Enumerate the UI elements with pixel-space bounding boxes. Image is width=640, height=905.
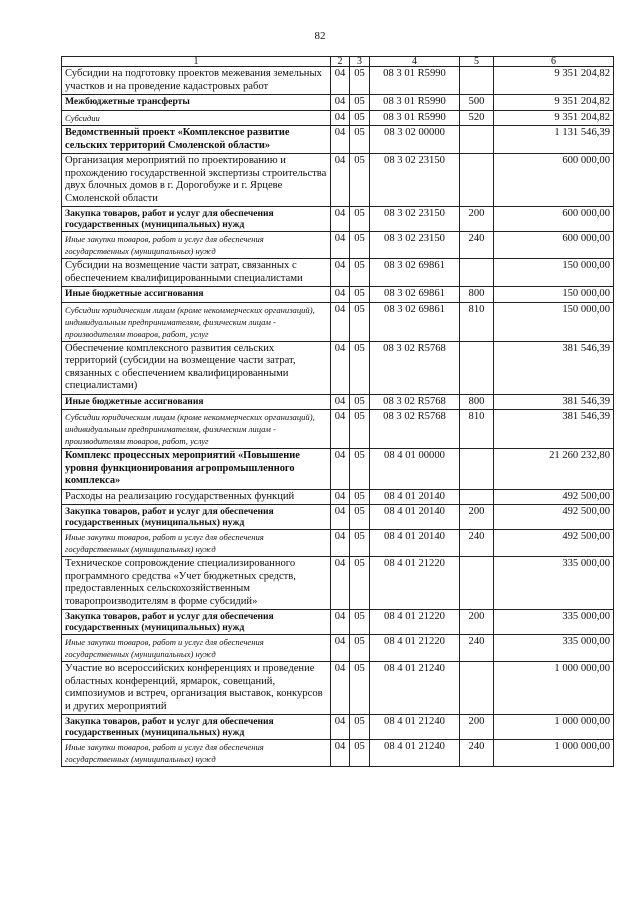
table-row: [62, 505, 614, 530]
row-name-cell: Организация мероприятий по проектированию и прохождению государственной экспертизы строительства двух блочных домов в г. Дорогобуже и г. Ярцеве Смоленской области: [62, 154, 331, 207]
row-amount-cell: 9 351 204,82: [494, 95, 614, 111]
row-name-cell: Обеспечение комплексного развития сельских территорий (субсидии на возмещение части затрат, связанных с обеспечением квалифицированными специалистами): [62, 341, 331, 394]
row-subsection-cell: 05: [350, 302, 370, 341]
row-amount-cell: 600 000,00: [494, 232, 614, 259]
row-amount-cell: 1 131 546,39: [494, 126, 614, 154]
row-amount-cell: 150 000,00: [494, 259, 614, 287]
row-amount-cell: 9 351 204,82: [494, 67, 614, 95]
table-row: [62, 557, 614, 610]
row-target-article-cell: 08 3 02 69861: [370, 302, 460, 341]
row-name-cell: Иные закупки товаров, работ и услуг для обеспечения государственных (муниципальных) нужд: [62, 740, 331, 767]
row-name-cell: Иные закупки товаров, работ и услуг для обеспечения государственных (муниципальных) нужд: [62, 635, 331, 662]
row-subsection-cell: 05: [350, 110, 370, 126]
row-expense-type-cell: 240: [460, 232, 494, 259]
row-target-article-cell: 08 3 02 R5768: [370, 341, 460, 394]
row-amount-cell: 381 546,39: [494, 394, 614, 410]
table-row: [62, 610, 614, 635]
row-expense-type-cell: 200: [460, 207, 494, 232]
row-section-cell: 04: [331, 232, 350, 259]
table-row: [62, 489, 614, 505]
header-col-4: 4: [370, 57, 460, 67]
row-amount-cell: 381 546,39: [494, 341, 614, 394]
table-row: [62, 410, 614, 449]
table-row: [62, 302, 614, 341]
header-col-1: 1: [62, 57, 331, 67]
row-subsection-cell: 05: [350, 557, 370, 610]
row-name-cell: Ведомственный проект «Комплексное развитие сельских территорий Смоленской области»: [62, 126, 331, 154]
row-target-article-cell: 08 3 02 00000: [370, 126, 460, 154]
row-expense-type-cell: 240: [460, 740, 494, 767]
row-target-article-cell: 08 4 01 21220: [370, 635, 460, 662]
row-expense-type-cell: [460, 259, 494, 287]
table-row: [62, 341, 614, 394]
row-section-cell: 04: [331, 489, 350, 505]
row-amount-cell: 492 500,00: [494, 505, 614, 530]
table-row: [62, 530, 614, 557]
page-number: 82: [314, 30, 326, 42]
table-row: [62, 207, 614, 232]
row-expense-type-cell: 810: [460, 302, 494, 341]
table-body: [62, 67, 614, 767]
row-expense-type-cell: [460, 126, 494, 154]
row-subsection-cell: 05: [350, 67, 370, 95]
row-expense-type-cell: 240: [460, 530, 494, 557]
row-name-cell: Закупка товаров, работ и услуг для обеспечения государственных (муниципальных) нужд: [62, 610, 331, 635]
row-expense-type-cell: 800: [460, 394, 494, 410]
row-section-cell: 04: [331, 126, 350, 154]
table-row: [62, 394, 614, 410]
table-row: [62, 635, 614, 662]
row-subsection-cell: 05: [350, 259, 370, 287]
budget-table: [61, 56, 614, 767]
row-expense-type-cell: [460, 489, 494, 505]
row-name-cell: Иные бюджетные ассигнования: [62, 394, 331, 410]
table-row: [62, 67, 614, 95]
row-name-cell: Субсидии: [62, 110, 331, 126]
row-target-article-cell: 08 4 01 00000: [370, 449, 460, 490]
row-subsection-cell: 05: [350, 207, 370, 232]
header-col-6: 6: [494, 57, 614, 67]
row-section-cell: 04: [331, 394, 350, 410]
table-row: [62, 740, 614, 767]
row-expense-type-cell: [460, 449, 494, 490]
row-subsection-cell: 05: [350, 341, 370, 394]
row-name-cell: Иные бюджетные ассигнования: [62, 287, 331, 303]
row-subsection-cell: 05: [350, 610, 370, 635]
row-amount-cell: 1 000 000,00: [494, 740, 614, 767]
row-target-article-cell: 08 3 02 23150: [370, 232, 460, 259]
row-target-article-cell: 08 3 02 69861: [370, 259, 460, 287]
row-subsection-cell: 05: [350, 95, 370, 111]
row-expense-type-cell: [460, 341, 494, 394]
row-target-article-cell: 08 4 01 21240: [370, 662, 460, 715]
header-row: [62, 57, 614, 67]
row-expense-type-cell: 200: [460, 610, 494, 635]
row-target-article-cell: 08 3 02 23150: [370, 154, 460, 207]
row-amount-cell: 492 500,00: [494, 530, 614, 557]
row-name-cell: Закупка товаров, работ и услуг для обеспечения государственных (муниципальных) нужд: [62, 715, 331, 740]
row-name-cell: Межбюджетные трансферты: [62, 95, 331, 111]
row-amount-cell: 600 000,00: [494, 207, 614, 232]
table-row: [62, 287, 614, 303]
table-row: [62, 154, 614, 207]
row-name-cell: Закупка товаров, работ и услуг для обеспечения государственных (муниципальных) нужд: [62, 207, 331, 232]
row-section-cell: 04: [331, 287, 350, 303]
row-amount-cell: 335 000,00: [494, 610, 614, 635]
row-target-article-cell: 08 4 01 20140: [370, 530, 460, 557]
row-expense-type-cell: [460, 557, 494, 610]
row-section-cell: 04: [331, 635, 350, 662]
row-name-cell: Субсидии на возмещение части затрат, связанных с обеспечением квалифицированными специалистами: [62, 259, 331, 287]
row-amount-cell: 150 000,00: [494, 302, 614, 341]
table-row: [62, 715, 614, 740]
row-section-cell: 04: [331, 259, 350, 287]
row-name-cell: Закупка товаров, работ и услуг для обеспечения государственных (муниципальных) нужд: [62, 505, 331, 530]
row-name-cell: Иные закупки товаров, работ и услуг для обеспечения государственных (муниципальных) нужд: [62, 530, 331, 557]
row-amount-cell: 9 351 204,82: [494, 110, 614, 126]
row-section-cell: 04: [331, 110, 350, 126]
row-section-cell: 04: [331, 715, 350, 740]
row-name-cell: Субсидии юридическим лицам (кроме некоммерческих организаций), индивидуальным предпринимателям, физическим лицам - производителям товаров, работ, услуг: [62, 410, 331, 449]
table-row: [62, 449, 614, 490]
row-amount-cell: 1 000 000,00: [494, 662, 614, 715]
row-expense-type-cell: 200: [460, 715, 494, 740]
header-col-2: 2: [331, 57, 350, 67]
row-name-cell: Субсидии на подготовку проектов межевания земельных участков и на проведение кадастровых работ: [62, 67, 331, 95]
row-amount-cell: 335 000,00: [494, 635, 614, 662]
table-row: [62, 259, 614, 287]
row-section-cell: 04: [331, 662, 350, 715]
row-section-cell: 04: [331, 67, 350, 95]
row-subsection-cell: 05: [350, 410, 370, 449]
row-name-cell: Участие во всероссийских конференциях и проведение областных конференций, ярмарок, совещаний, симпозиумов и встреч, организация выставок, конкурсов и других мероприятий: [62, 662, 331, 715]
row-target-article-cell: 08 4 01 21240: [370, 740, 460, 767]
row-section-cell: 04: [331, 557, 350, 610]
row-amount-cell: 21 260 232,80: [494, 449, 614, 490]
table-row: [62, 232, 614, 259]
row-expense-type-cell: 500: [460, 95, 494, 111]
row-subsection-cell: 05: [350, 740, 370, 767]
row-name-cell: Иные закупки товаров, работ и услуг для обеспечения государственных (муниципальных) нужд: [62, 232, 331, 259]
row-subsection-cell: 05: [350, 505, 370, 530]
row-section-cell: 04: [331, 341, 350, 394]
row-target-article-cell: 08 3 02 69861: [370, 287, 460, 303]
row-expense-type-cell: 240: [460, 635, 494, 662]
row-amount-cell: 1 000 000,00: [494, 715, 614, 740]
row-target-article-cell: 08 3 02 R5768: [370, 394, 460, 410]
row-expense-type-cell: 520: [460, 110, 494, 126]
row-name-cell: Субсидии юридическим лицам (кроме некоммерческих организаций), индивидуальным предпринимателям, физическим лицам - производителям товаров, работ, услуг: [62, 302, 331, 341]
row-section-cell: 04: [331, 740, 350, 767]
row-target-article-cell: 08 3 02 R5768: [370, 410, 460, 449]
row-name-cell: Комплекс процессных мероприятий «Повышение уровня функционирования агропромышленного комплекса»: [62, 449, 331, 490]
row-section-cell: 04: [331, 154, 350, 207]
row-section-cell: 04: [331, 302, 350, 341]
table-row: [62, 95, 614, 111]
row-target-article-cell: 08 4 01 21220: [370, 557, 460, 610]
row-subsection-cell: 05: [350, 635, 370, 662]
row-name-cell: Расходы на реализацию государственных функций: [62, 489, 331, 505]
table-header: [62, 57, 614, 67]
row-target-article-cell: 08 3 01 R5990: [370, 67, 460, 95]
row-target-article-cell: 08 4 01 21220: [370, 610, 460, 635]
row-target-article-cell: 08 3 01 R5990: [370, 95, 460, 111]
row-amount-cell: 335 000,00: [494, 557, 614, 610]
row-expense-type-cell: 800: [460, 287, 494, 303]
row-subsection-cell: 05: [350, 449, 370, 490]
row-expense-type-cell: [460, 154, 494, 207]
table-row: [62, 662, 614, 715]
header-col-5: 5: [460, 57, 494, 67]
row-subsection-cell: 05: [350, 154, 370, 207]
row-expense-type-cell: 200: [460, 505, 494, 530]
row-amount-cell: 492 500,00: [494, 489, 614, 505]
table-row: [62, 110, 614, 126]
row-subsection-cell: 05: [350, 662, 370, 715]
row-subsection-cell: 05: [350, 489, 370, 505]
row-section-cell: 04: [331, 610, 350, 635]
row-expense-type-cell: [460, 662, 494, 715]
row-target-article-cell: 08 4 01 21240: [370, 715, 460, 740]
row-section-cell: 04: [331, 530, 350, 557]
row-expense-type-cell: 810: [460, 410, 494, 449]
row-subsection-cell: 05: [350, 715, 370, 740]
row-amount-cell: 150 000,00: [494, 287, 614, 303]
row-section-cell: 04: [331, 410, 350, 449]
row-target-article-cell: 08 4 01 20140: [370, 489, 460, 505]
row-target-article-cell: 08 4 01 20140: [370, 505, 460, 530]
row-subsection-cell: 05: [350, 126, 370, 154]
row-subsection-cell: 05: [350, 232, 370, 259]
row-amount-cell: 381 546,39: [494, 410, 614, 449]
row-name-cell: Техническое сопровождение специализированного программного средства «Учет бюджетных средств, предоставленных сельскохозяйственным товаропроизводителям в форме субсидий»: [62, 557, 331, 610]
row-target-article-cell: 08 3 01 R5990: [370, 110, 460, 126]
row-subsection-cell: 05: [350, 287, 370, 303]
row-subsection-cell: 05: [350, 530, 370, 557]
row-section-cell: 04: [331, 505, 350, 530]
row-subsection-cell: 05: [350, 394, 370, 410]
row-section-cell: 04: [331, 207, 350, 232]
header-col-3: 3: [350, 57, 370, 67]
row-section-cell: 04: [331, 95, 350, 111]
row-section-cell: 04: [331, 449, 350, 490]
row-target-article-cell: 08 3 02 23150: [370, 207, 460, 232]
table-row: [62, 126, 614, 154]
row-expense-type-cell: [460, 67, 494, 95]
row-amount-cell: 600 000,00: [494, 154, 614, 207]
